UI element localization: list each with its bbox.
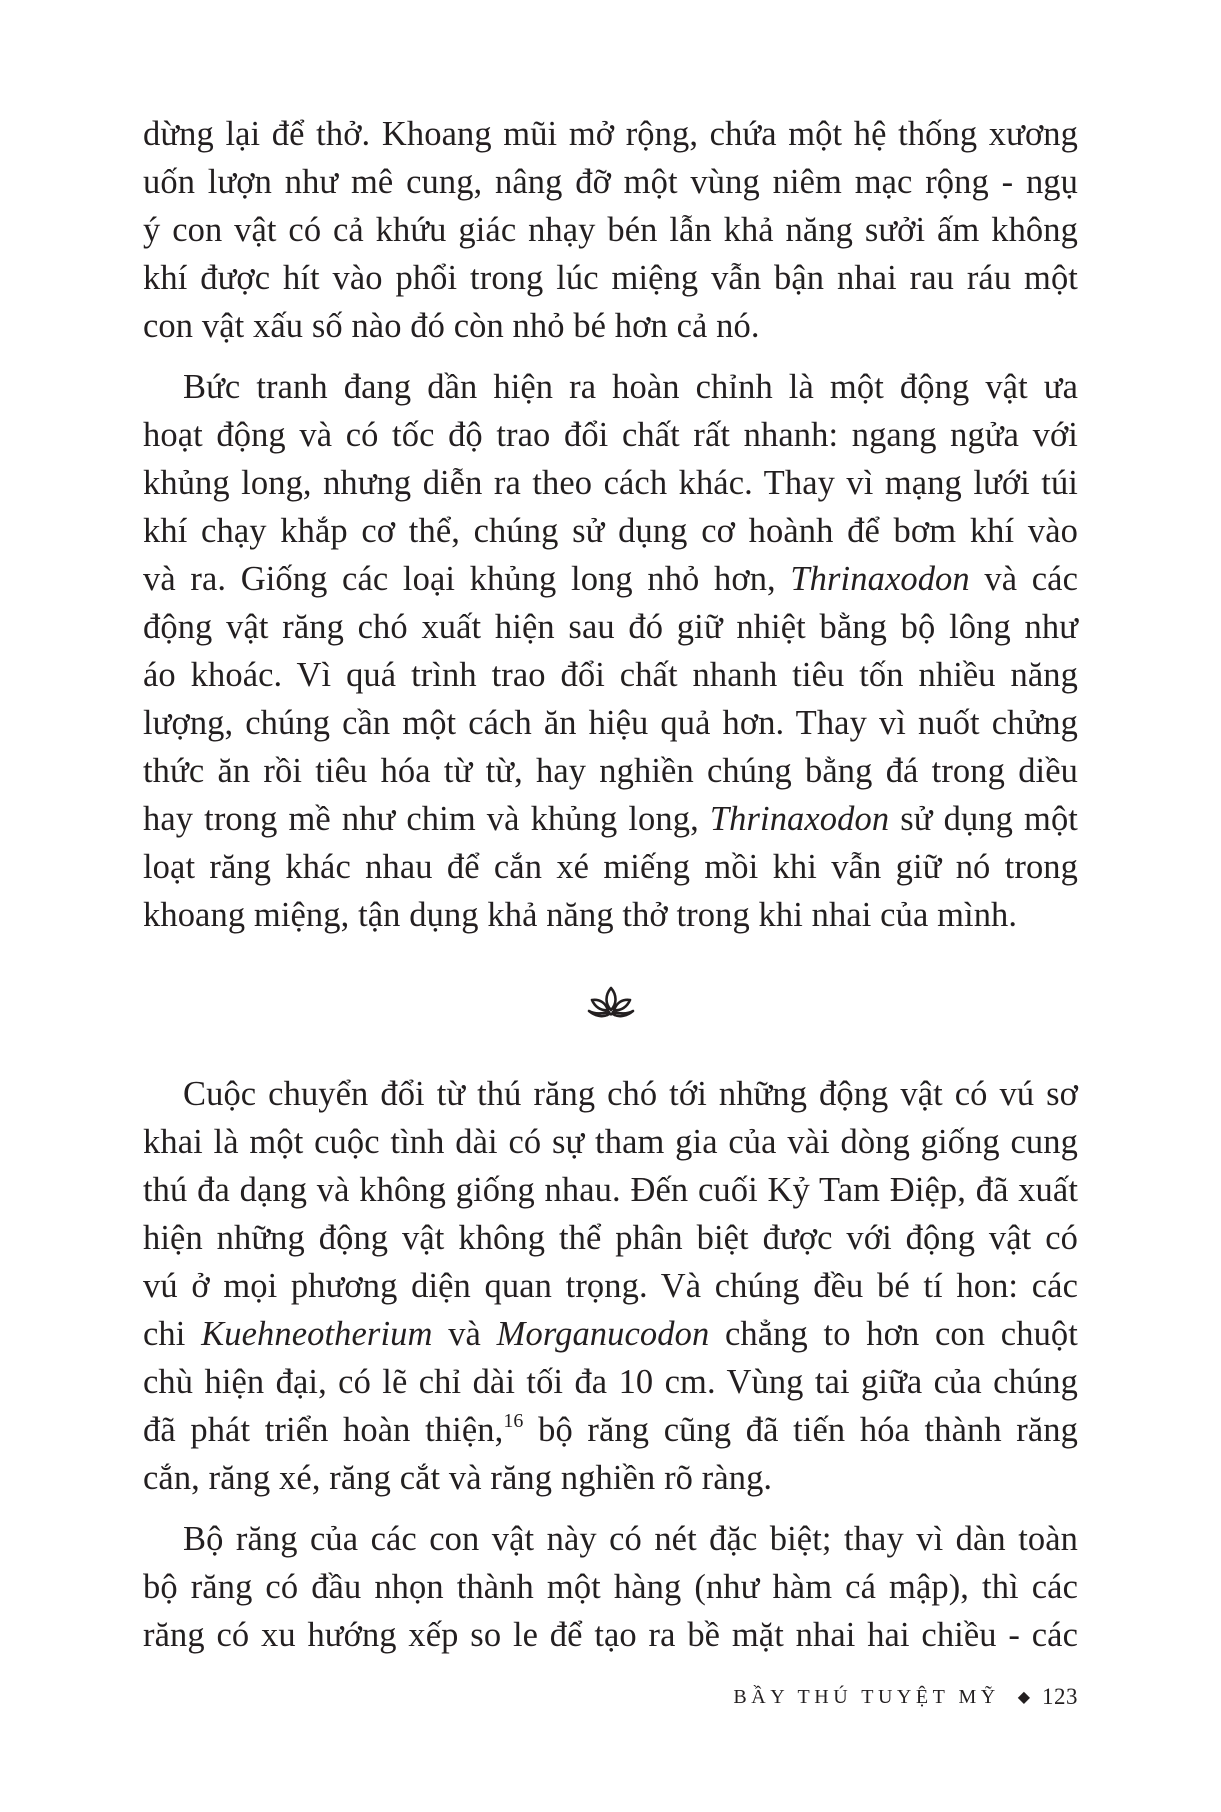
text-fragment: và các [984, 560, 1078, 598]
text-line: thú đa dạng và không giống nhau. Đến cuối Kỷ Tam Điệp, đã xuất [143, 1171, 1078, 1209]
text-section-1 [143, 110, 1078, 939]
text-fragment: đã phát triển hoàn thiện, [143, 1411, 504, 1449]
species-name: Thrinaxodon [790, 560, 970, 598]
diamond-separator-icon: ◆ [1017, 1689, 1030, 1706]
genus-name: Morganucodon [496, 1315, 710, 1353]
text-line [143, 1310, 1078, 1358]
text-line: động vật răng chó xuất hiện sau đó giữ nhiệt bằng bộ lông như [143, 608, 1078, 646]
running-head-title: BẦY THÚ TUYỆT MỸ [733, 1685, 1000, 1708]
text-line: Bộ răng của các con vật này có nét đặc biệt; thay vì dàn toàn [183, 1520, 1078, 1558]
text-line: khai là một cuộc tình dài có sự tham gia của vài dòng giống cung [143, 1123, 1078, 1161]
species-name: Thrinaxodon [709, 800, 890, 838]
text-line: Cuộc chuyển đổi từ thú răng chó tới những động vật có vú sơ [183, 1075, 1078, 1113]
text-line [143, 555, 1078, 603]
text-line: khoang miệng, tận dụng khả năng thở trong khi nhai của mình. [143, 896, 1018, 934]
text-line: răng có xu hướng xếp so le để tạo ra bề mặt nhai hai chiều - các [143, 1616, 1078, 1654]
text-fragment: chẳng to hơn con chuột [725, 1315, 1078, 1353]
text-line: loạt răng khác nhau để cắn xé miếng mồi khi vẫn giữ nó trong [143, 848, 1078, 886]
text-fragment: và ra. Giống các loại khủng long nhỏ hơn, [143, 560, 776, 598]
text-line: hoạt động và có tốc độ trao đổi chất rất nhanh: ngang ngửa với [143, 416, 1078, 454]
text-fragment: và [448, 1315, 481, 1353]
paragraph-1 [143, 110, 1078, 350]
paragraph-2 [143, 363, 1078, 939]
text-line: uốn lượn như mê cung, nâng đỡ một vùng niêm mạc rộng - ngụ [143, 163, 1078, 201]
text-section-2 [143, 1070, 1078, 1659]
text-fragment: bộ răng cũng đã tiến hóa thành răng [523, 1411, 1078, 1449]
text-fragment: hay trong mề như chim và khủng long, [143, 800, 699, 838]
text-line: hiện những động vật không thể phân biệt được với động vật có [143, 1219, 1078, 1257]
lotus-flower-icon [586, 985, 636, 1019]
text-line: thức ăn rồi tiêu hóa từ từ, hay nghiền chúng bằng đá trong diều [143, 752, 1078, 790]
text-line: khủng long, nhưng diễn ra theo cách khác. Thay vì mạng lưới túi [143, 464, 1078, 502]
text-line: Bức tranh đang dần hiện ra hoàn chỉnh là một động vật ưa [183, 368, 1078, 406]
text-line: khí chạy khắp cơ thể, chúng sử dụng cơ hoành để bơm khí vào [143, 512, 1078, 550]
text-line: áo khoác. Vì quá trình trao đổi chất nhanh tiêu tốn nhiều năng [143, 656, 1078, 694]
text-line: cắn, răng xé, răng cắt và răng nghiền rõ ràng. [143, 1459, 773, 1497]
text-fragment: chi [143, 1315, 186, 1353]
text-line [143, 1406, 1078, 1454]
text-fragment: sử dụng một [900, 800, 1078, 838]
footnote-reference[interactable]: 16 [503, 1410, 524, 1432]
page-footer [733, 1684, 1078, 1710]
text-line: lượng, chúng cần một cách ăn hiệu quả hơn. Thay vì nuốt chửng [143, 704, 1078, 742]
text-line: ý con vật có cả khứu giác nhạy bén lẫn khả năng sưởi ấm không [143, 211, 1078, 249]
page-number: 123 [1042, 1684, 1078, 1709]
text-line: dừng lại để thở. Khoang mũi mở rộng, chứa một hệ thống xương [143, 115, 1078, 153]
text-line: bộ răng có đầu nhọn thành một hàng (như hàm cá mập), thì các [143, 1568, 1078, 1606]
text-line: vú ở mọi phương diện quan trọng. Và chúng đều bé tí hon: các [143, 1267, 1078, 1305]
genus-name: Kuehneotherium [201, 1315, 433, 1353]
text-line [143, 795, 1078, 843]
paragraph-4 [143, 1515, 1078, 1659]
text-line: chù hiện đại, có lẽ chỉ dài tối đa 10 cm. Vùng tai giữa của chúng [143, 1363, 1078, 1401]
text-line: khí được hít vào phổi trong lúc miệng vẫn bận nhai rau ráu một [143, 259, 1078, 297]
text-line: con vật xấu số nào đó còn nhỏ bé hơn cả nó. [143, 307, 760, 345]
paragraph-3 [143, 1070, 1078, 1502]
